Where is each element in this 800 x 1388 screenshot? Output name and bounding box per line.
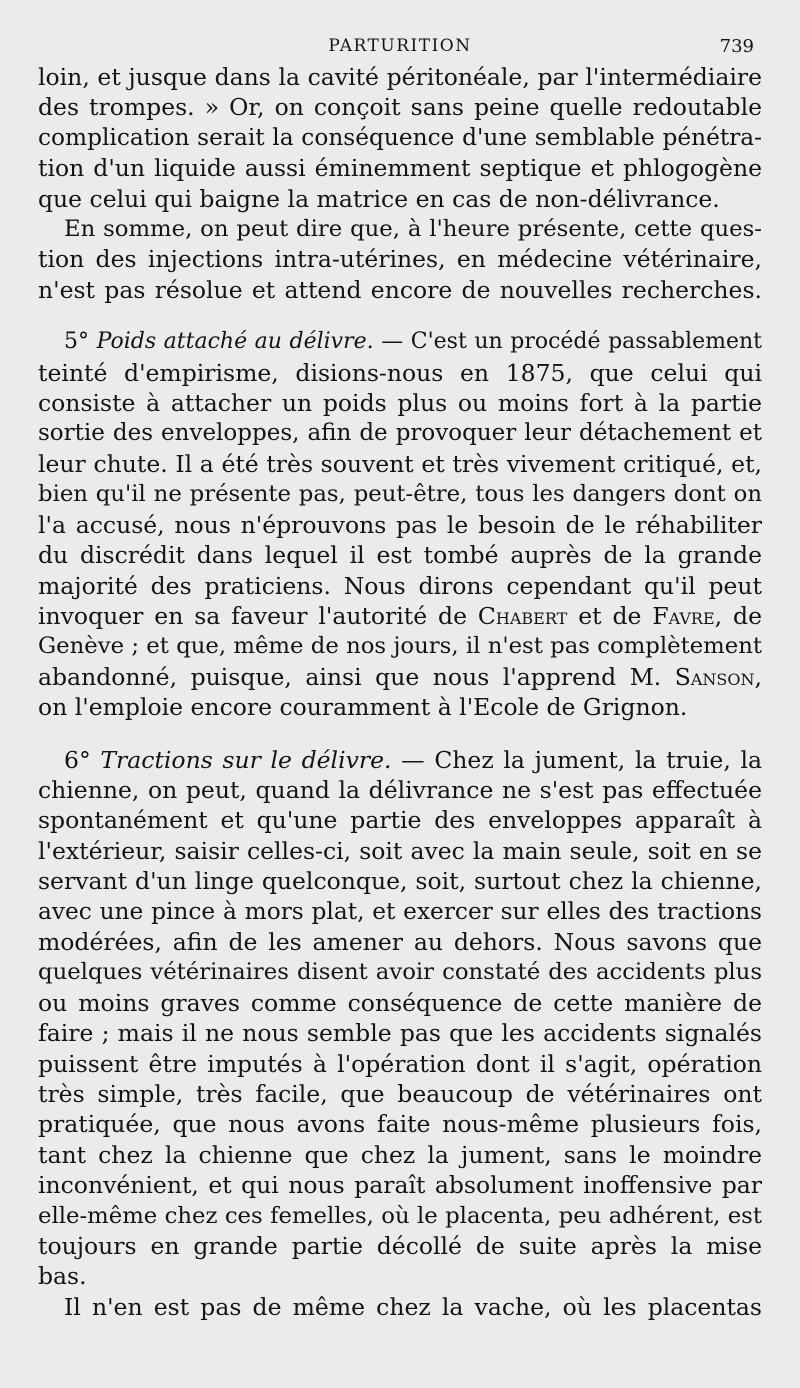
text-line: pratiquée, que nous avons faite nous-même plusieurs fois,	[38, 1110, 762, 1139]
text-line: ou moins graves comme conséquence de cette manière de	[38, 988, 762, 1017]
text-segment: invoquer en sa faveur l'autorité de	[38, 601, 468, 630]
text-line: toujours en grande partie décollé de suite après la mise	[38, 1232, 762, 1261]
text-line: leur chute. Il a été très souvent et très vivement critiqué, et,	[38, 449, 762, 478]
text-line: des trompes. » Or, on conçoit sans peine quelle redoutable	[38, 93, 762, 122]
text-line	[38, 601, 762, 631]
text-line: tion d'un liquide aussi éminemment septique et phlogogène	[38, 154, 762, 183]
text-line: servant d'un linge quelconque, soit, surtout chez la chienne,	[38, 867, 762, 896]
text-line: modérées, afin de les amener au dehors. Nous savons que	[38, 927, 762, 956]
text-segment: ,	[754, 662, 762, 691]
paragraph-1	[38, 62, 762, 214]
text-line: que celui qui baigne la matrice en cas de non-délivrance.	[38, 184, 720, 213]
paragraph-3	[38, 327, 762, 722]
text-line: consiste à attacher un poids plus ou moins fort à la partie	[38, 389, 762, 418]
text-line: tion des injections intra-utérines, en médecine vétérinaire,	[38, 245, 762, 274]
text-line: avec une pince à mors plat, et exercer sur elles des tractions	[38, 897, 762, 925]
text-line: tant chez la chienne que chez la jument, sans le moindre	[38, 1140, 762, 1169]
paragraph-gap	[38, 305, 762, 327]
section-number: 5°	[64, 329, 89, 355]
text-segment: — C'est un procédé passablement	[381, 329, 763, 355]
text-line: En somme, on peut dire que, à l'heure présente, cette ques-	[64, 216, 762, 243]
text-line: faire ; mais il ne nous semble pas que les accidents signalés	[38, 1019, 762, 1048]
text-line: quelques vétérinaires disent avoir constaté des accidents plus	[38, 959, 762, 986]
text-line: très simple, très facile, que beaucoup de vétérinaires ont	[38, 1080, 762, 1108]
text-line: loin, et jusque dans la cavité péritonéale, par l'intermédiaire	[38, 63, 762, 91]
text-line: Genève ; et que, même de nos jours, il n'est pas complètement	[38, 633, 762, 660]
text-line: spontanément et qu'une partie des enveloppes apparaît à	[38, 806, 762, 835]
text-line: bien qu'il ne présente pas, peut-être, tous les dangers dont on	[38, 481, 762, 508]
text-line: inconvénient, et qui nous paraît absolument inoffensive par	[38, 1171, 762, 1200]
section-heading-line	[38, 327, 762, 357]
text-line: bas.	[38, 1262, 87, 1291]
text-line: l'a accusé, nous n'éprouvons pas le besoin de le réhabiliter	[38, 510, 762, 539]
paragraph-5	[38, 1292, 762, 1322]
text-line	[38, 662, 762, 692]
section-heading: Tractions sur le délivre.	[100, 745, 392, 774]
running-header	[38, 30, 762, 62]
text-line: sortie des enveloppes, afin de provoquer leur détachement et	[38, 420, 762, 447]
text-segment: abandonné, puisque, ainsi que nous l'apprend M.	[38, 662, 662, 691]
section-number: 6°	[64, 745, 91, 774]
author-name: Sanson	[674, 662, 755, 691]
body-text	[38, 62, 762, 1322]
text-line: majorité des praticiens. Nous dirons cependant qu'il peut	[38, 571, 762, 600]
text-segment: , de	[714, 601, 762, 630]
text-line: Il n'en est pas de même chez la vache, où les placentas	[64, 1292, 762, 1321]
text-line: complication serait la conséquence d'une semblable pénétra-	[38, 123, 762, 151]
page-number: 739	[719, 36, 754, 57]
paragraph-2	[38, 214, 762, 305]
author-name: Chabert	[477, 601, 568, 630]
text-line: chienne, on peut, quand la délivrance ne s'est pas effectuée	[38, 775, 762, 804]
paragraph-4	[38, 745, 762, 1292]
section-heading-line	[38, 745, 762, 775]
text-line: n'est pas résolue et attend encore de nouvelles recherches.	[38, 275, 762, 304]
text-segment: — Chez la jument, la truie, la	[401, 745, 762, 774]
text-line: du discrédit dans lequel il est tombé auprès de la grande	[38, 541, 762, 570]
text-line: elle-même chez ces femelles, où le placenta, peu adhérent, est	[38, 1202, 762, 1229]
section-heading: Poids attaché au délivre.	[96, 329, 374, 355]
text-line: l'extérieur, saisir celles-ci, soit avec la main seule, soit en se	[38, 836, 762, 865]
running-title: PARTURITION	[328, 36, 472, 56]
text-line: puissent être imputés à l'opération dont il s'agit, opération	[38, 1049, 762, 1078]
text-segment: et de	[578, 601, 642, 630]
text-line: on l'emploie encore couramment à l'Ecole de Grignon.	[38, 693, 688, 722]
paragraph-gap	[38, 723, 762, 745]
text-line: teinté d'empirisme, disions-nous en 1875, que celui qui	[38, 358, 762, 387]
author-name: Favre	[652, 601, 715, 630]
